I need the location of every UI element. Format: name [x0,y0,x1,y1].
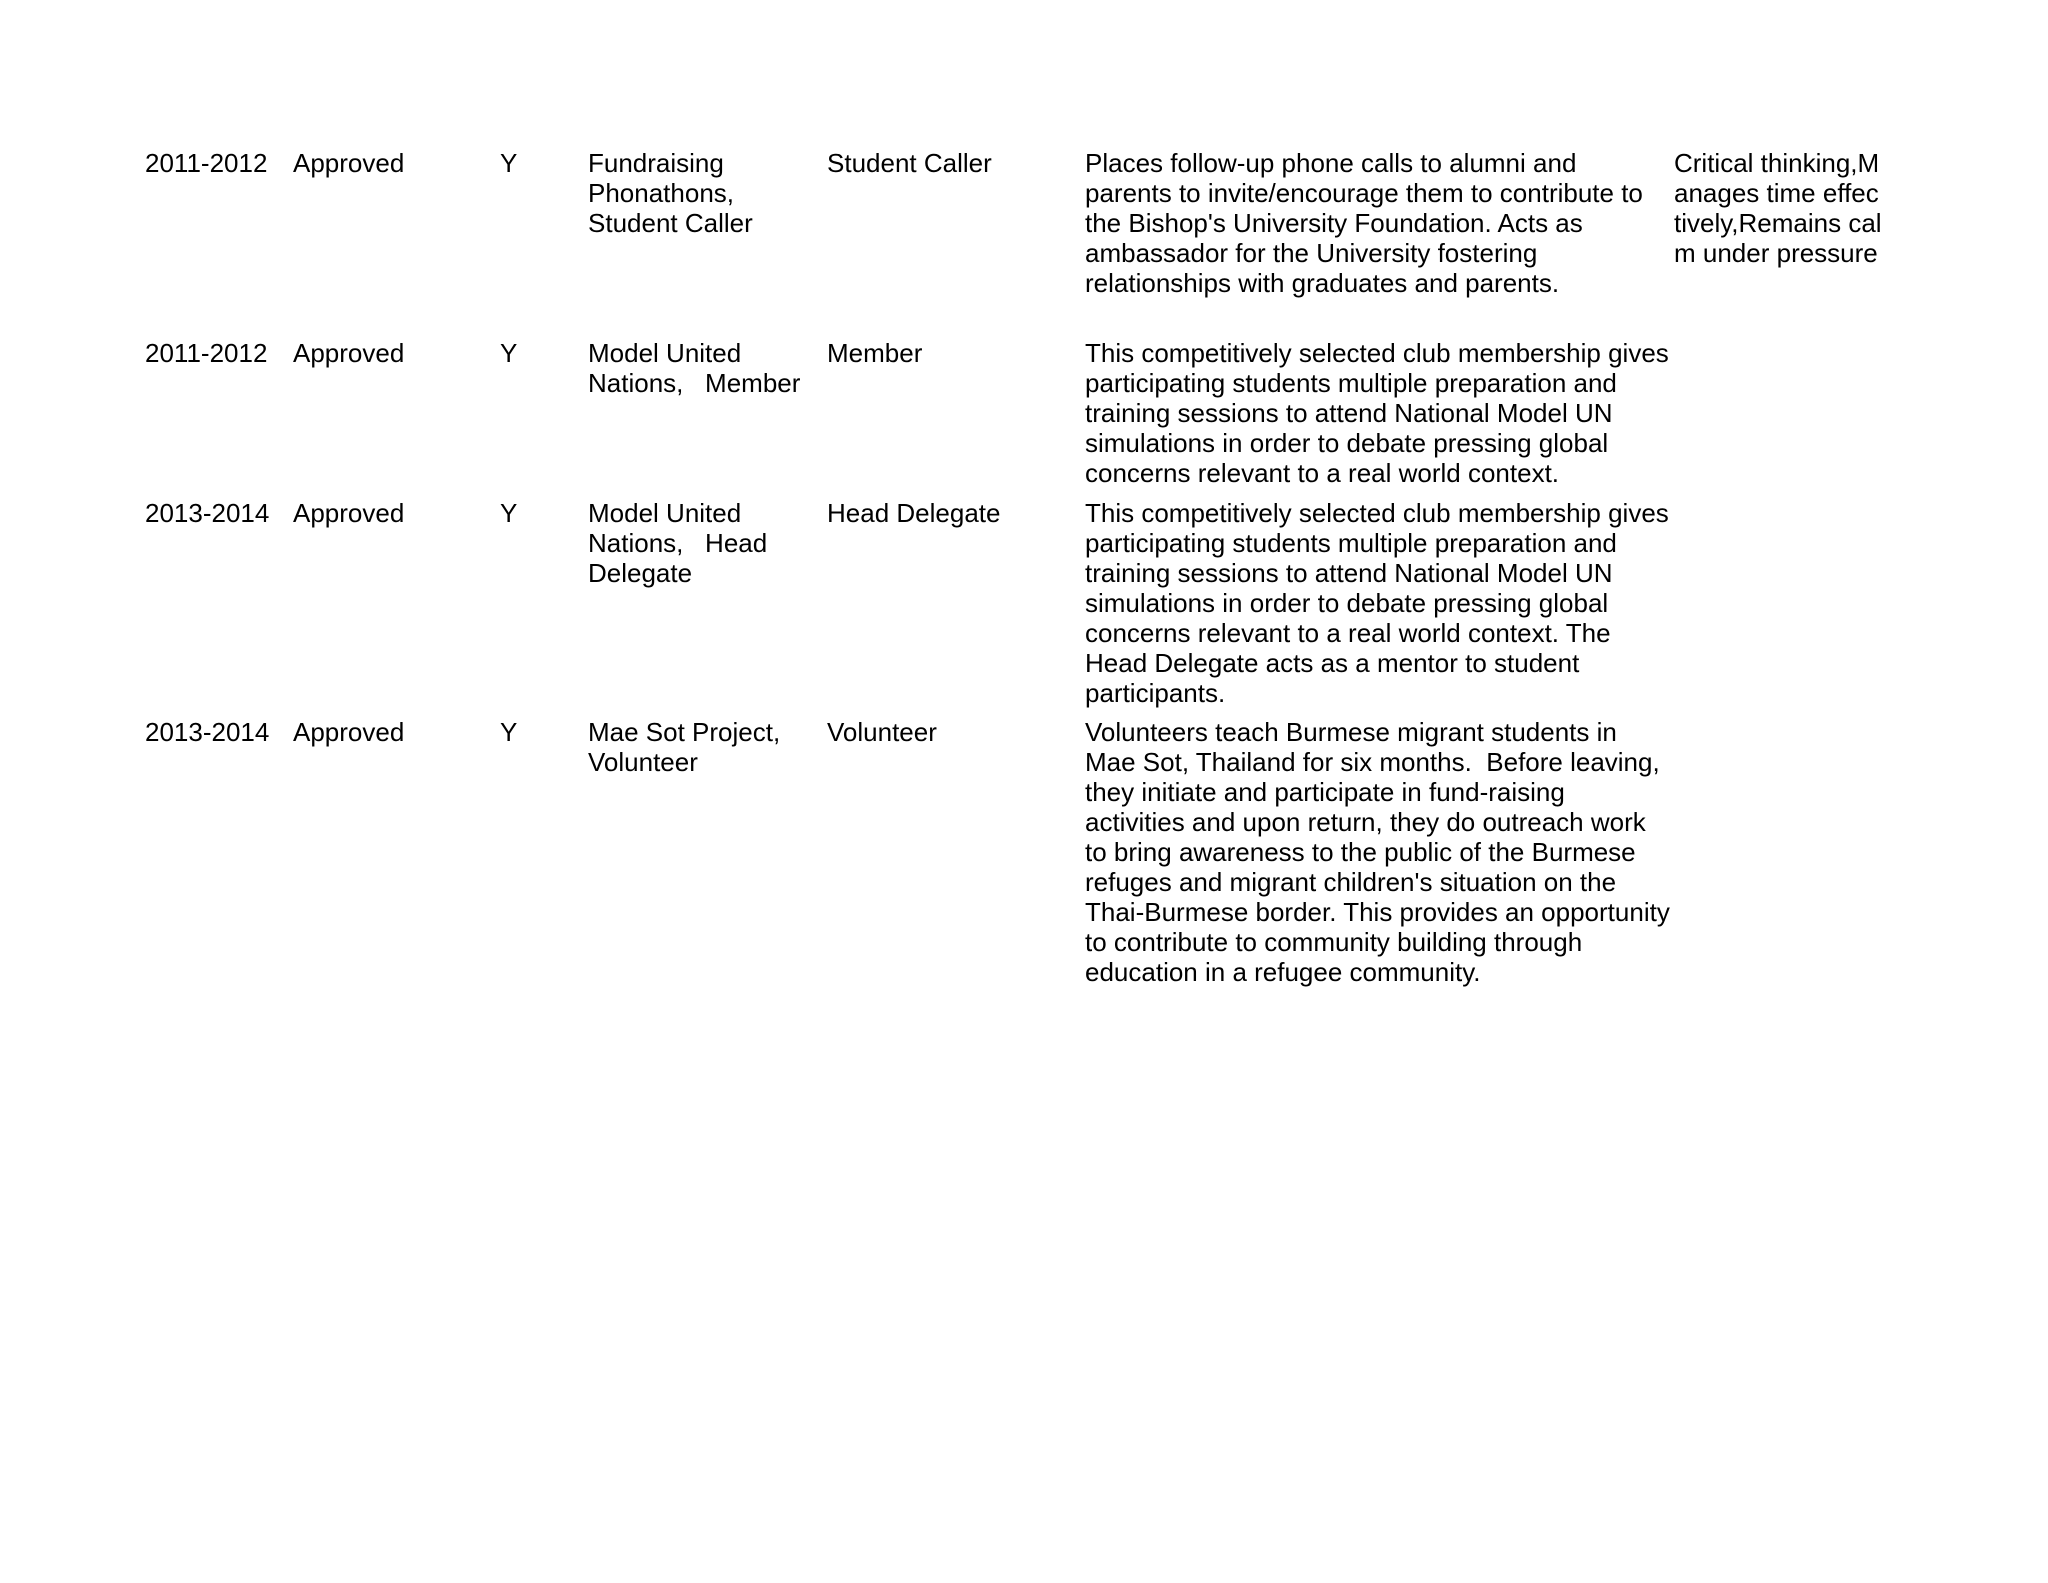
year-cell: 2011-2012 [145,338,268,368]
activity-cell: Fundraising Phonathons, Student Caller [588,148,753,238]
role-cell: Student Caller [827,148,992,178]
description-cell: Volunteers teach Burmese migrant students in Mae Sot, Thailand for six months. Before leaving, they initiate and participate in fund-raising activities and upon return, they do outreach work to bring awareness to the public of the Burmese refuges and migrant children's situation on the Thai-Burmese border. This provides an opportunity to contribute to community building through education in a refugee community. [1085,717,1678,987]
status-cell: Approved [293,148,405,178]
description-cell: This competitively selected club membership gives participating students multiple preparation and training sessions to attend National Model UN simulations in order to debate pressing global concerns relevant to a real world context. [1085,338,1677,488]
flag-cell: Y [500,338,518,368]
role-cell: Head Delegate [827,498,1001,528]
activity-cell: Mae Sot Project, Volunteer [588,717,781,777]
activity-cell: Model United Nations, Head Delegate [588,498,768,588]
year-cell: 2013-2014 [145,717,270,747]
description-cell: Places follow-up phone calls to alumni and parents to invite/encourage them to contribute to the Bishop's University Foundation. Acts as ambassador for the University fostering relationships with graduates and parents. [1085,148,1651,298]
role-cell: Volunteer [827,717,937,747]
status-cell: Approved [293,498,405,528]
activity-cell: Model United Nations, Member [588,338,801,398]
skills-cell: Critical thinking,Manages time effectively,Remains calm under pressure [1674,148,1882,268]
description-cell: This competitively selected club membership gives participating students multiple preparation and training sessions to attend National Model UN simulations in order to debate pressing global concerns relevant to a real world context. The Head Delegate acts as a mentor to student participants. [1085,498,1677,708]
flag-cell: Y [500,498,518,528]
flag-cell: Y [500,717,518,747]
year-cell: 2013-2014 [145,498,270,528]
flag-cell: Y [500,148,518,178]
year-cell: 2011-2012 [145,148,268,178]
role-cell: Member [827,338,923,368]
status-cell: Approved [293,338,405,368]
status-cell: Approved [293,717,405,747]
